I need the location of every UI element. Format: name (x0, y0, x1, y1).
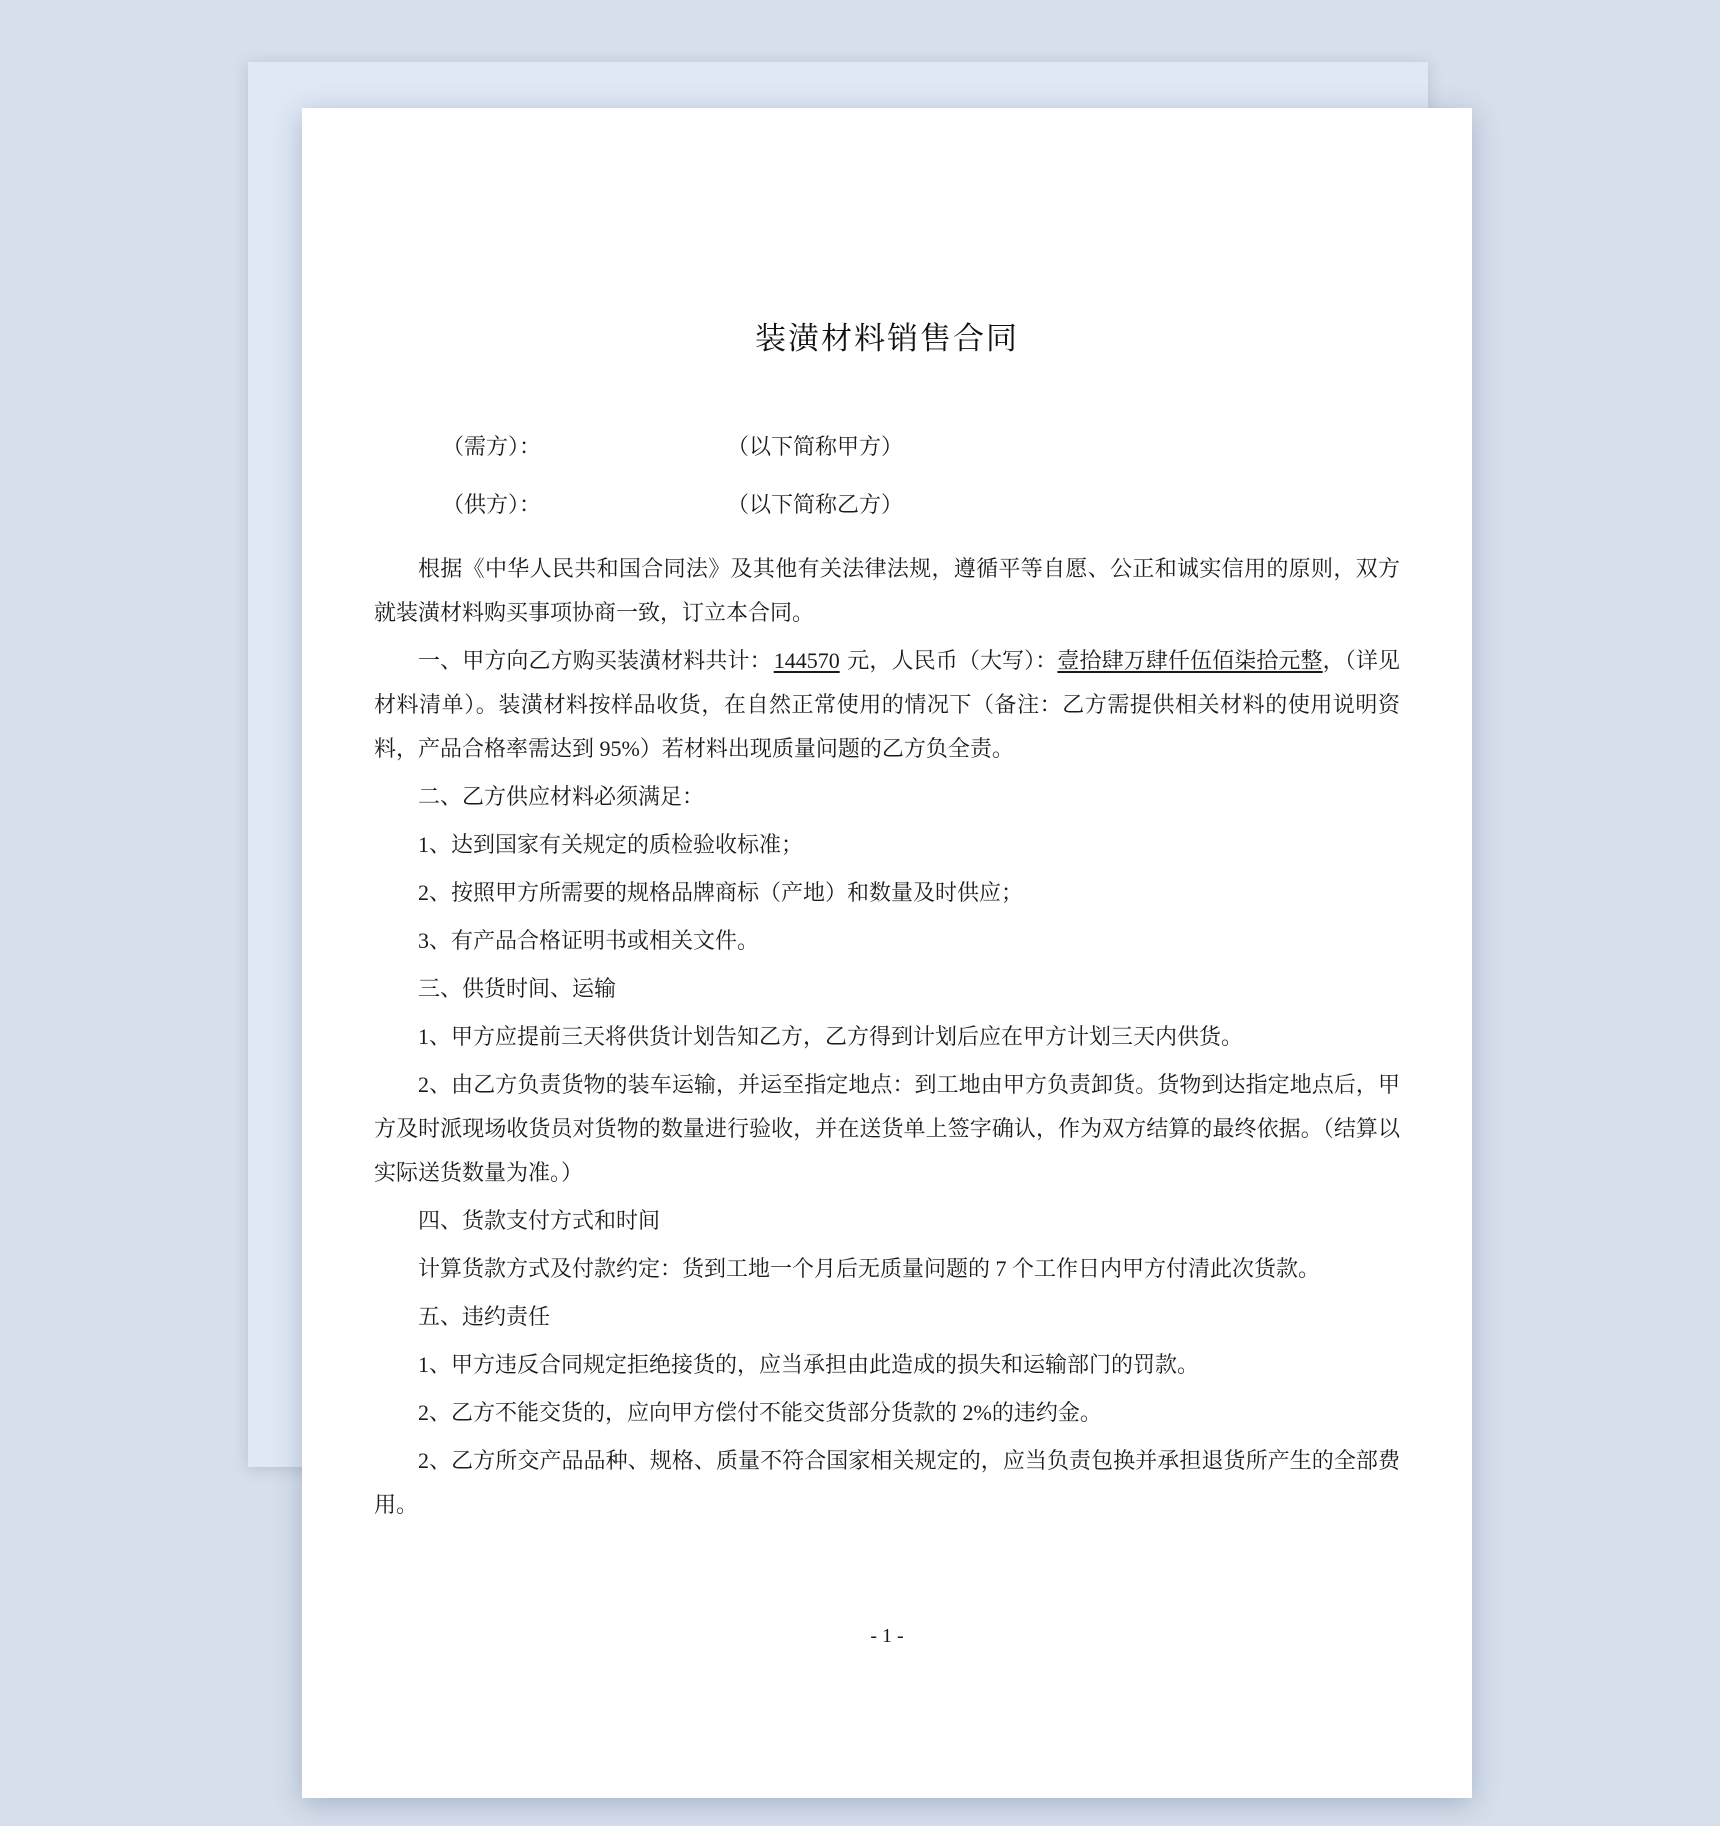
clause-5-item-1: 1、甲方违反合同规定拒绝接货的，应当承担由此造成的损失和运输部门的罚款。 (418, 1352, 1200, 1378)
document-title: 装潢材料销售合同 (755, 321, 1019, 356)
buyer-label: （需方）： (442, 434, 542, 459)
clause-1-lead: 一、甲方向乙方购买装潢材料共计： (418, 648, 772, 674)
clause-2-item-1: 1、达到国家有关规定的质检验收标准； (418, 832, 804, 858)
page-number-footer: - 1 - (870, 1625, 904, 1647)
clause-1-tail: ，（详见材料清单）。装潢材料按样品收货，在自然正常使用的情况下（备注：乙方需提供相关材料的使用说明资料，产品合格率需达到 95%）若材料出现质量问题的乙方负全责。 (374, 648, 1400, 762)
supplier-label: （供方）： (442, 491, 542, 517)
clause-2-item-2: 2、按照甲方所需要的规格品牌商标（产地）和数量及时供应； (418, 880, 1024, 906)
clause-1-amount-words: 壹拾肆万肆仟伍佰柒拾元整 (1057, 648, 1323, 674)
preamble-paragraph: 根据《中华人民共和国合同法》及其他有关法律法规，遵循平等自愿、公正和诚实信用的原则，双方就装潢材料购买事项协商一致，订立本合同。 (374, 556, 1400, 626)
document-sheet (302, 108, 1472, 1798)
clause-2-heading: 二、乙方供应材料必须满足： (418, 784, 705, 810)
party-row-buyer (442, 432, 1400, 462)
supplier-alias: （以下简称乙方） (727, 491, 904, 517)
document-body (302, 108, 1472, 1798)
party-block (302, 432, 1472, 519)
clause-1-mid: 元，人民币（大写）： (841, 648, 1058, 674)
clause-4-body: 计算货款方式及付款约定：货到工地一个月后无质量问题的 7 个工作日内甲方付清此次货款。 (418, 1256, 1321, 1282)
clause-3-heading: 三、供货时间、运输 (418, 976, 617, 1002)
clause-1-amount-figure: 144570 (773, 648, 840, 674)
clause-3-item-1: 1、甲方应提前三天将供货计划告知乙方，乙方得到计划后应在甲方计划三天内供货。 (418, 1024, 1244, 1050)
clause-3-item-2: 2、由乙方负责货物的装车运输，并运至指定地点：到工地由甲方负责卸货。货物到达指定地点后，甲方及时派现场收货员对货物的数量进行验收，并在送货单上签字确认，作为双方结算的最终依据。（结算以实际送货数量为准。） (374, 1072, 1400, 1186)
party-row-supplier (442, 490, 1400, 520)
clause-2-item-3: 3、有产品合格证明书或相关文件。 (418, 928, 760, 954)
clause-4-heading: 四、货款支付方式和时间 (418, 1208, 661, 1234)
clause-1-paragraph (374, 639, 1400, 771)
buyer-alias: （以下简称甲方） (727, 434, 904, 459)
clause-5-heading: 五、违约责任 (418, 1304, 551, 1330)
document-content (302, 547, 1472, 1527)
clause-5-item-2: 2、乙方不能交货的，应向甲方偿付不能交货部分货款的 2%的违约金。 (418, 1400, 1102, 1426)
clause-5-item-3: 2、乙方所交产品品种、规格、质量不符合国家相关规定的，应当负责包换并承担退货所产生的全部费用。 (374, 1448, 1400, 1518)
